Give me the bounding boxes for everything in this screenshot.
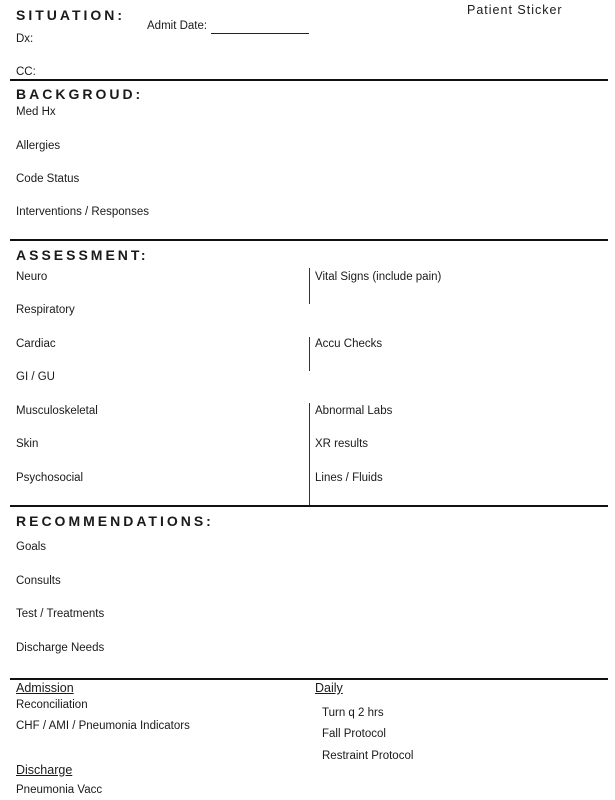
lines-fluids-label: Lines / Fluids [315,472,383,484]
cardiac-label: Cardiac [16,338,56,350]
column-divider [309,403,310,505]
admit-date-label: Admit Date: [147,20,208,32]
turn-label: Turn q 2 hrs [322,707,384,719]
vital-signs-label: Vital Signs (include pain) [315,271,442,283]
test-treatments-label: Test / Treatments [16,608,105,620]
neuro-label: Neuro [16,271,48,283]
interventions-label: Interventions / Responses [16,206,149,218]
patient-sticker-label: Patient Sticker [467,3,563,17]
section-divider [10,678,608,680]
psychosocial-label: Psychosocial [16,472,84,484]
code-status-label: Code Status [16,173,80,185]
reconciliation-label: Reconciliation [16,699,88,711]
situation-header: SITUATION: [16,7,126,23]
daily-header: Daily [315,681,343,695]
goals-label: Goals [16,541,47,553]
allergies-label: Allergies [16,140,61,152]
admission-header: Admission [16,681,74,695]
fall-protocol-label: Fall Protocol [322,728,386,740]
restraint-protocol-label: Restraint Protocol [322,750,414,762]
assessment-header: ASSESSMENT: [16,247,149,263]
dx-label: Dx: [16,33,34,45]
consults-label: Consults [16,575,61,587]
pneumonia-vacc-label: Pneumonia Vacc [16,784,103,796]
respiratory-label: Respiratory [16,304,75,316]
discharge-needs-label: Discharge Needs [16,642,105,654]
indicators-label: CHF / AMI / Pneumonia Indicators [16,720,190,732]
musculoskeletal-label: Musculoskeletal [16,405,98,417]
gi-gu-label: GI / GU [16,371,55,383]
discharge-header: Discharge [16,763,73,777]
xr-results-label: XR results [315,438,369,450]
abnormal-labs-label: Abnormal Labs [315,405,393,417]
column-divider [309,337,310,371]
admit-date-field[interactable] [211,33,309,34]
background-header: BACKGROUD: [16,86,144,102]
cc-label: CC: [16,66,36,78]
med-hx-label: Med Hx [16,106,56,118]
section-divider [10,79,608,81]
section-divider [10,505,608,507]
recommendations-header: RECOMMENDATIONS: [16,513,214,529]
accu-checks-label: Accu Checks [315,338,383,350]
skin-label: Skin [16,438,39,450]
column-divider [309,268,310,304]
section-divider [10,239,608,241]
